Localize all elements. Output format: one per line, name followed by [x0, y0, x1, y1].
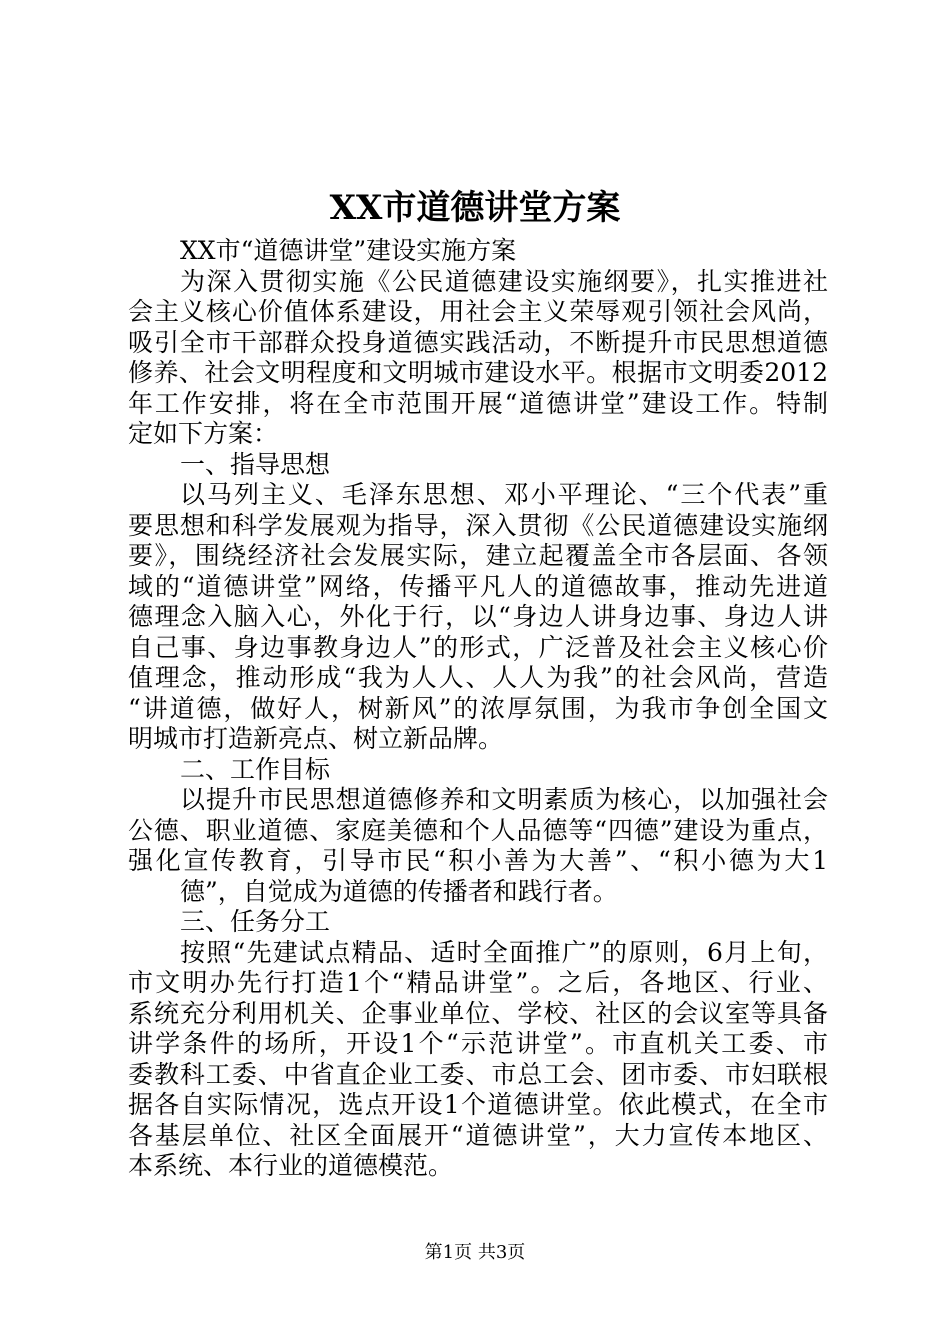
text-line: 值理念，推动形成“我为人人、人人为我”的社会风尚，营造	[128, 663, 828, 692]
text-line: 各基层单位、社区全面展开“道德讲堂”，大力宣传本地区、	[128, 1120, 828, 1150]
page-footer: 第1页 共3页	[424, 1242, 526, 1263]
text-line: 吸引全市干部群众投身道德实践活动，不断提升市民思想道德	[128, 327, 828, 357]
text-line: 一、指导思想	[180, 449, 331, 479]
text-line: 定如下方案：	[128, 419, 279, 448]
text-line: 讲学条件的场所，开设1个“示范讲堂”。市直机关工委、市	[128, 1029, 828, 1058]
text-line: 委教科工委、中省直企业工委、市总工会、团市委、市妇联根	[128, 1059, 828, 1089]
text-line: 要思想和科学发展观为指导，深入贯彻《公民道德建设实施纲	[128, 510, 828, 540]
text-line: 会主义核心价值体系建设，用社会主义荣辱观引领社会风尚，	[128, 297, 828, 326]
text-line: 二、工作目标	[180, 754, 331, 784]
text-line: 要》，围绕经济社会发展实际，建立起覆盖全市各层面、各领	[128, 541, 828, 570]
document-body	[128, 236, 828, 1182]
text-line: 以提升市民思想道德修养和文明素质为核心，以加强社会	[180, 785, 828, 814]
text-line: 三、任务分工	[180, 907, 331, 936]
text-line: 据各自实际情况，选点开设1个道德讲堂。依此模式，在全市	[128, 1090, 828, 1119]
text-line: 以马列主义、毛泽东思想、邓小平理论、“三个代表”重	[180, 480, 828, 509]
text-line: 公德、职业道德、家庭美德和个人品德等“四德”建设为重点，	[128, 815, 828, 845]
text-line: 修养、社会文明程度和文明城市建设水平。根据市文明委2012	[128, 358, 828, 387]
text-line: 为深入贯彻实施《公民道德建设实施纲要》，扎实推进社	[180, 266, 828, 296]
text-line: 按照“先建试点精品、适时全面推广”的原则，6月上旬，	[180, 937, 828, 967]
text-line: 自己事、身边事教身边人”的形式，广泛普及社会主义核心价	[128, 632, 828, 662]
text-line: 德”，自觉成为道德的传播者和践行者。	[180, 876, 618, 906]
text-line: 系统充分利用机关、企事业单位、学校、社区的会议室等具备	[128, 998, 828, 1028]
text-line: 域的“道德讲堂”网络，传播平凡人的道德故事，推动先进道	[128, 571, 828, 601]
text-line: 市文明办先行打造1个“精品讲堂”。之后，各地区、行业、	[128, 968, 828, 997]
text-line: 强化宣传教育，引导市民“积小善为大善”、“积小德为大1	[128, 846, 828, 875]
text-line: 本系统、本行业的道德模范。	[128, 1151, 454, 1180]
text-line: XX市“道德讲堂”建设实施方案	[180, 236, 517, 265]
text-line: 年工作安排，将在全市范围开展“道德讲堂”建设工作。特制	[128, 388, 828, 418]
text-line: “讲道德，做好人，树新风”的浓厚氛围，为我市争创全国文	[128, 693, 828, 723]
document-title: XX市道德讲堂方案	[329, 188, 621, 228]
text-line: 德理念入脑入心，外化于行，以“身边人讲身边事、身边人讲	[128, 602, 828, 631]
text-line: 明城市打造新亮点、树立新品牌。	[128, 724, 504, 753]
